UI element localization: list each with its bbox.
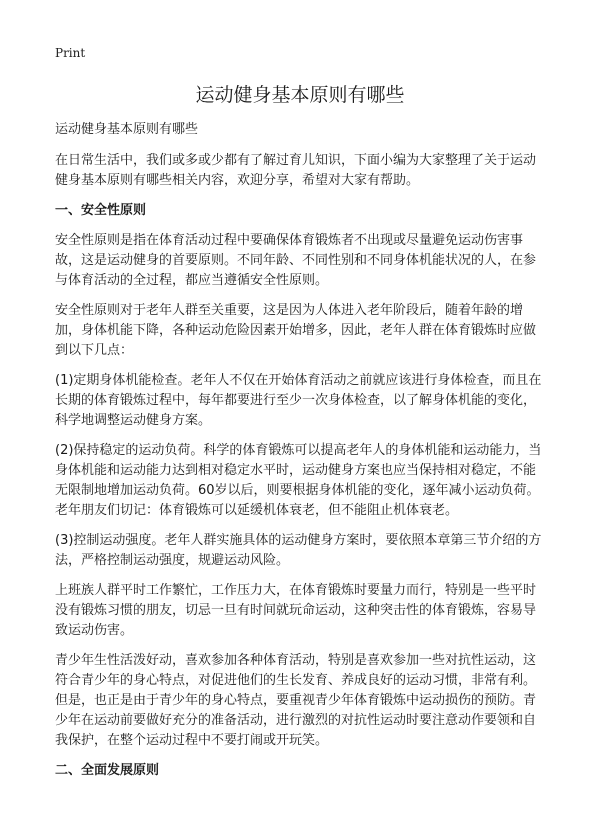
- intro-paragraph: 在日常生活中，我们或多或少都有了解过育儿知识，下面小编为大家整理了关于运动健身基本原则有哪些相关内容，欢迎分享，希望对大家有帮助。: [55, 153, 537, 188]
- list-item-3: (3)控制运动强度。老年人群实施具体的运动健身方案时，要依照本章第三节介绍的方法，严格控制运动强度，规避运动风险。: [55, 533, 542, 568]
- list-item-2: (2)保持稳定的运动负荷。科学的体育锻炼可以提高老年人的身体机能和运动能力，当身体机能和运动能力达到相对稳定水平时，运动健身方案也应当保持相对稳定，不能无限制地增加运动负荷。60岁以后，则要根据身体机能的变化，逐年减小运动负荷。老年朋友们切记：体育锻炼可以延缓机体衰老，但不能阻止机体衰老。: [55, 443, 542, 518]
- list-item-1: (1)定期身体机能检查。老年人不仅在开始体育活动之前就应该进行身体检查，而且在长期的体育锻炼过程中，每年都要进行至少一次身体检查，以了解身体机能的变化，科学地调整运动健身方案。: [55, 373, 542, 428]
- print-link[interactable]: Print: [55, 46, 86, 60]
- article-subtitle: 运动健身基本原则有哪些: [55, 122, 199, 137]
- paragraph: 安全性原则对于老年人群至关重要，这是因为人体进入老年阶段后，随着年龄的增加，身体机能下降，各种运动危险因素开始增多，因此，老年人群在体育锻炼时应做到以下几点：: [55, 303, 537, 358]
- section-heading-safety: 一、安全性原则: [55, 203, 147, 218]
- page-title: 运动健身基本原则有哪些: [195, 84, 405, 106]
- paragraph: 上班族人群平时工作繁忙，工作压力大，在体育锻炼时要量力而行，特别是一些平时没有锻炼习惯的朋友，切忌一旦有时间就玩命运动，这种突击性的体育锻炼，容易导致运动伤害。: [55, 583, 537, 638]
- paragraph: 安全性原则是指在体育活动过程中要确保体育锻炼者不出现或尽量避免运动伤害事故，这是运动健身的首要原则。不同年龄、不同性别和不同身体机能状况的人，在参与体育活动的全过程，都应当遵循安全性原则。: [55, 233, 537, 288]
- section-heading-development: 二、全面发展原则: [55, 763, 160, 778]
- paragraph: 青少年生性活泼好动，喜欢参加各种体育活动，特别是喜欢参加一些对抗性运动，这符合青少年的身心特点，对促进他们的生长发育、养成良好的运动习惯，非常有利。但是，也正是由于青少年的身心特点，要重视青少年体育锻炼中运动损伤的预防。青少年在运动前要做好充分的准备活动，进行激烈的对抗性运动时要注意动作要领和自我保护，在整个运动过程中不要打闹或开玩笑。: [55, 653, 537, 748]
- article-body: [55, 120, 548, 791]
